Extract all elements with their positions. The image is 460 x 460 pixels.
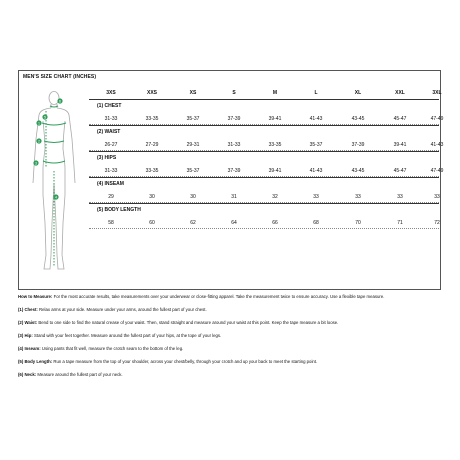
instruction-label: (5) Body Length:: [18, 359, 53, 364]
measurement-value: 37-39: [227, 116, 241, 122]
instruction-item: [18, 372, 442, 378]
measurement-value: 33-35: [145, 116, 159, 122]
size-label: XL: [354, 90, 362, 96]
measurement-value: 60: [149, 220, 155, 226]
instruction-item: [18, 346, 442, 352]
measurement-marker-1: [36, 120, 41, 125]
size-label: XS: [189, 90, 197, 96]
measurement-value: 32: [272, 194, 278, 200]
section-heading: (4) INSEAM: [89, 177, 439, 190]
measurement-value: 31-33: [104, 168, 118, 174]
measurement-value: 33-35: [145, 168, 159, 174]
size-table: [89, 87, 444, 229]
measurement-value: 29: [108, 194, 114, 200]
measurement-value: 33: [355, 194, 361, 200]
instruction-item: [18, 359, 442, 365]
measurement-row: [89, 138, 444, 151]
measurement-value: 43-45: [351, 168, 365, 174]
measurement-marker-5: [42, 114, 47, 119]
size-header-row: [89, 87, 442, 99]
measurement-marker-3: [33, 160, 38, 165]
measurement-value: 39-41: [268, 168, 282, 174]
measurement-row: [89, 164, 444, 177]
measurement-row: [89, 112, 444, 125]
size-label: XXL: [395, 90, 405, 96]
instruction-text: For the most accurate results, take measurements over your underwear or close-fitting apparel. Take the measurement twice to ensure accuracy. Use a flexible tape measure.: [52, 294, 385, 299]
instruction-label: (3) Hip:: [18, 333, 33, 338]
measurement-value: 33: [434, 194, 440, 200]
measurement-value: 35-37: [186, 168, 200, 174]
measurement-value: 35-37: [186, 116, 200, 122]
measurement-value: 66: [272, 220, 278, 226]
measurement-value: 39-41: [268, 116, 282, 122]
measurement-marker-4: [53, 194, 58, 199]
size-label: 3XS: [106, 90, 116, 96]
measurement-value: 33: [313, 194, 319, 200]
measurement-value: 26-27: [104, 142, 118, 148]
marker-number: 2: [38, 139, 40, 144]
measurement-value: 33-35: [268, 142, 282, 148]
measurement-value: 27-29: [145, 142, 159, 148]
measurement-value: 30: [149, 194, 155, 200]
measurement-value: 31-33: [227, 142, 241, 148]
instruction-text: Bend to one side to find the natural crease of your waist. Then, stand straight and measure around your waist at this point. Keep the tape measure a bit loose.: [37, 320, 339, 325]
marker-number: 5: [44, 115, 46, 120]
measurement-value: 43-45: [351, 116, 365, 122]
measurement-value: 39-41: [393, 142, 407, 148]
section-heading: (3) HIPS: [89, 151, 439, 164]
measurement-value: 64: [231, 220, 237, 226]
instruction-item: [18, 333, 442, 339]
instruction-text: Using pants that fit well, measure the crotch seam to the bottom of the leg.: [40, 346, 184, 351]
measurement-value: 29-31: [186, 142, 200, 148]
measurement-value: 30: [190, 194, 196, 200]
size-label: S: [232, 90, 236, 96]
measurement-marker-6: [57, 98, 62, 103]
measurement-value: 68: [313, 220, 319, 226]
measurement-marker-2: [36, 138, 41, 143]
measurement-value: 47-49: [430, 168, 444, 174]
measuring-instructions: [18, 294, 442, 385]
instruction-item: [18, 320, 442, 326]
size-label: L: [314, 90, 318, 96]
measurement-value: 72: [434, 220, 440, 226]
measurement-value: 47-49: [430, 116, 444, 122]
measurement-value: 58: [108, 220, 114, 226]
measurement-value: 62: [190, 220, 196, 226]
instruction-text: Measure around the fullest part of your neck.: [36, 372, 123, 377]
instruction-item: [18, 294, 442, 300]
marker-number: 4: [55, 195, 57, 200]
measurement-value: 41-43: [430, 142, 444, 148]
marker-number: 6: [59, 99, 61, 104]
measurement-value: 31-33: [104, 116, 118, 122]
measurement-row: [89, 216, 439, 229]
instruction-label: How to Measure:: [18, 294, 53, 299]
measurement-value: 45-47: [393, 116, 407, 122]
measurement-value: 45-47: [393, 168, 407, 174]
measurement-value: 37-39: [351, 142, 365, 148]
instruction-label: (2) Waist:: [18, 320, 38, 325]
section-heading: (1) CHEST: [89, 99, 439, 112]
instruction-item: [18, 307, 442, 313]
measurement-value: 71: [397, 220, 403, 226]
chart-title: MEN'S SIZE CHART (INCHES): [23, 74, 97, 80]
instruction-text: Relax arms at your side. Measure under your arms, around the fullest part of your chest.: [37, 307, 207, 312]
instruction-label: (6) Neck:: [18, 372, 37, 377]
measurement-row: [89, 190, 439, 203]
instruction-label: (4) Inseam:: [18, 346, 41, 351]
measurement-value: 33: [397, 194, 403, 200]
size-label: 3XL: [432, 90, 442, 96]
measurement-value: 70: [355, 220, 361, 226]
measurement-value: 41-43: [309, 168, 323, 174]
instruction-text: Stand with your feet together. Measure around the fullest part of your hips, at the tope of your legs.: [32, 333, 222, 338]
marker-number: 1: [38, 121, 40, 126]
measurement-value: 41-43: [309, 116, 323, 122]
instruction-label: (1) Chest:: [18, 307, 38, 312]
measurement-value: 37-39: [227, 168, 241, 174]
body-figure-illustration: [25, 87, 83, 287]
row-divider: [89, 228, 439, 229]
marker-number: 3: [35, 161, 37, 166]
section-heading: (2) WAIST: [89, 125, 439, 138]
size-label: XXS: [146, 90, 157, 96]
measurement-value: 31: [231, 194, 237, 200]
section-heading: (5) BODY LENGTH: [89, 203, 439, 216]
size-chart: [18, 70, 444, 290]
size-label: M: [272, 90, 278, 96]
measurement-value: 35-37: [309, 142, 323, 148]
instruction-text: Run a tape measure from the top of your shoulder, across your chest/belly, through your crotch and up your back to meet the starting point.: [52, 359, 318, 364]
measurement-markers: [33, 98, 62, 199]
